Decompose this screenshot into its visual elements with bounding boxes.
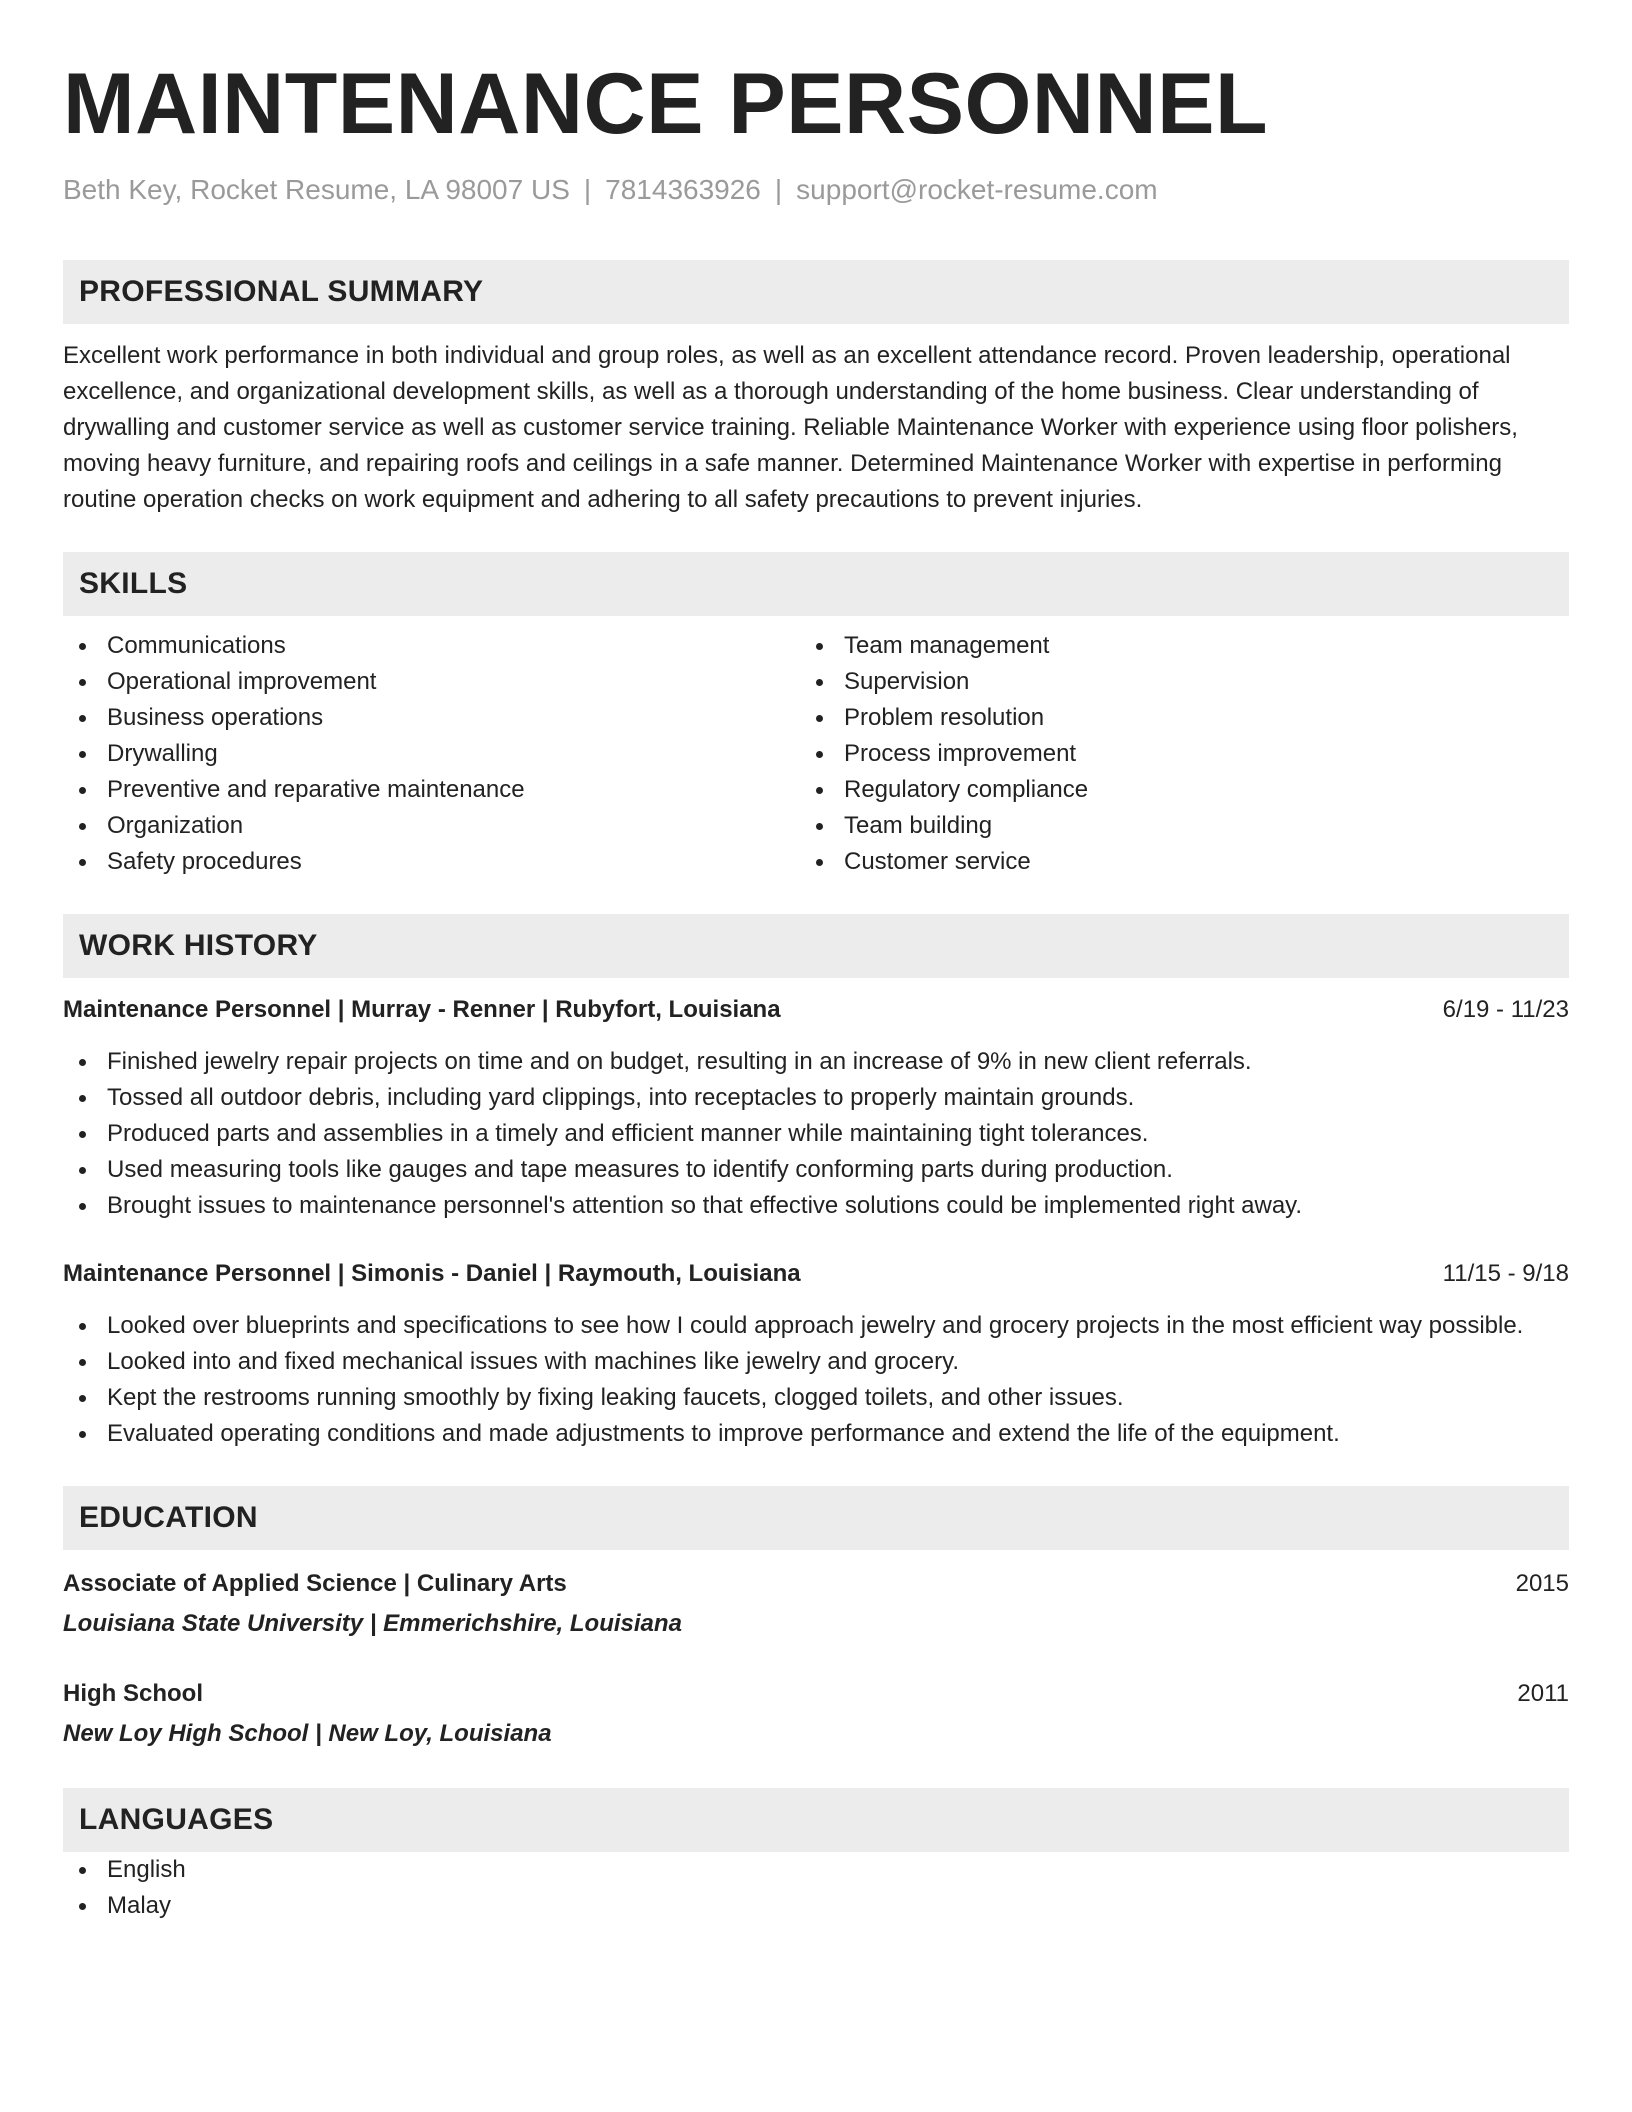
section-heading-work-history: WORK HISTORY [63,914,1569,978]
skill-item: Communications [63,628,800,664]
skill-item: Business operations [63,700,800,736]
skill-item: Customer service [800,844,1537,880]
education-header [63,1564,1569,1604]
languages-list [63,1852,1569,1924]
skill-item: Problem resolution [800,700,1537,736]
education-degree: High School [63,1680,203,1707]
contact-line [63,172,1569,208]
skill-item: Regulatory compliance [800,772,1537,808]
skill-item: Supervision [800,664,1537,700]
education-entry [63,1564,1569,1644]
education-school: Louisiana State University | Emmerichshire, Louisiana [63,1610,682,1637]
skill-item: Organization [63,808,800,844]
skill-item: Operational improvement [63,664,800,700]
job-bullet: Used measuring tools like gauges and tape measures to identify conforming parts during production. [63,1152,1569,1188]
education-entry [63,1674,1569,1754]
job-bullet: Brought issues to maintenance personnel's attention so that effective solutions could be implemented right away. [63,1188,1569,1224]
job-bullets [63,1044,1569,1224]
job-bullet: Looked over blueprints and specifications to see how I could approach jewelry and grocery projects in the most efficient way possible. [63,1308,1569,1344]
education-year: 2015 [1515,1570,1569,1597]
skill-item: Drywalling [63,736,800,772]
job-bullet: Finished jewelry repair projects on time and on budget, resulting in an increase of 9% in new client referrals. [63,1044,1569,1080]
section-heading-skills: SKILLS [63,552,1569,616]
skill-item: Safety procedures [63,844,800,880]
skill-item: Process improvement [800,736,1537,772]
job-entry [63,990,1569,1224]
resume-name: MAINTENANCE PERSONNEL [63,56,1269,152]
job-title: Maintenance Personnel | Murray - Renner | Rubyfort, Louisiana [63,996,781,1023]
education-school: New Loy High School | New Loy, Louisiana [63,1720,552,1747]
language-item: English [63,1852,1569,1888]
job-header [63,990,1569,1030]
education-header [63,1674,1569,1714]
education-degree: Associate of Applied Science | Culinary Arts [63,1570,567,1597]
job-bullet: Evaluated operating conditions and made adjustments to improve performance and extend the life of the equipment. [63,1416,1569,1452]
skill-item: Preventive and reparative maintenance [63,772,800,808]
job-dates: 6/19 - 11/23 [1442,996,1569,1023]
language-item: Malay [63,1888,1569,1924]
job-bullet: Produced parts and assemblies in a timely and efficient manner while maintaining tight tolerances. [63,1116,1569,1152]
job-bullet: Tossed all outdoor debris, including yard clippings, into receptacles to properly maintain grounds. [63,1080,1569,1116]
job-bullet: Kept the restrooms running smoothly by fixing leaking faucets, clogged toilets, and other issues. [63,1380,1569,1416]
contact-separator: | [583,174,592,205]
job-bullet: Looked into and fixed mechanical issues with machines like jewelry and grocery. [63,1344,1569,1380]
contact-separator: | [774,174,783,205]
job-dates: 11/15 - 9/18 [1442,1260,1569,1287]
skills-list [63,628,1569,880]
skill-item: Team management [800,628,1537,664]
education-year: 2011 [1517,1680,1569,1707]
job-entry [63,1254,1569,1452]
skills-column-left [63,628,800,880]
section-heading-languages: LANGUAGES [63,1788,1569,1852]
job-title: Maintenance Personnel | Simonis - Daniel | Raymouth, Louisiana [63,1260,801,1287]
contact-phone: 7814363926 [605,174,761,205]
job-header [63,1254,1569,1294]
job-bullets [63,1308,1569,1452]
contact-email: support@rocket-resume.com [796,174,1158,205]
summary-text: Excellent work performance in both individual and group roles, as well as an excellent attendance record. Proven leadership, operational excellence, and organizational development skills, as well as a thorough understanding of the home business. Clear understanding of drywalling and customer service as well as customer service training. Reliable Maintenance Worker with experience using floor polishers, moving heavy furniture, and repairing roofs and ceilings in a safe manner. Determined Maintenance Worker with expertise in performing routine operation checks on work equipment and adhering to all safety precautions to prevent injuries. [63,342,1518,513]
skill-item: Team building [800,808,1537,844]
skills-column-right [800,628,1537,880]
section-heading-summary: PROFESSIONAL SUMMARY [63,260,1569,324]
section-heading-education: EDUCATION [63,1486,1569,1550]
contact-address: Beth Key, Rocket Resume, LA 98007 US [63,174,570,205]
